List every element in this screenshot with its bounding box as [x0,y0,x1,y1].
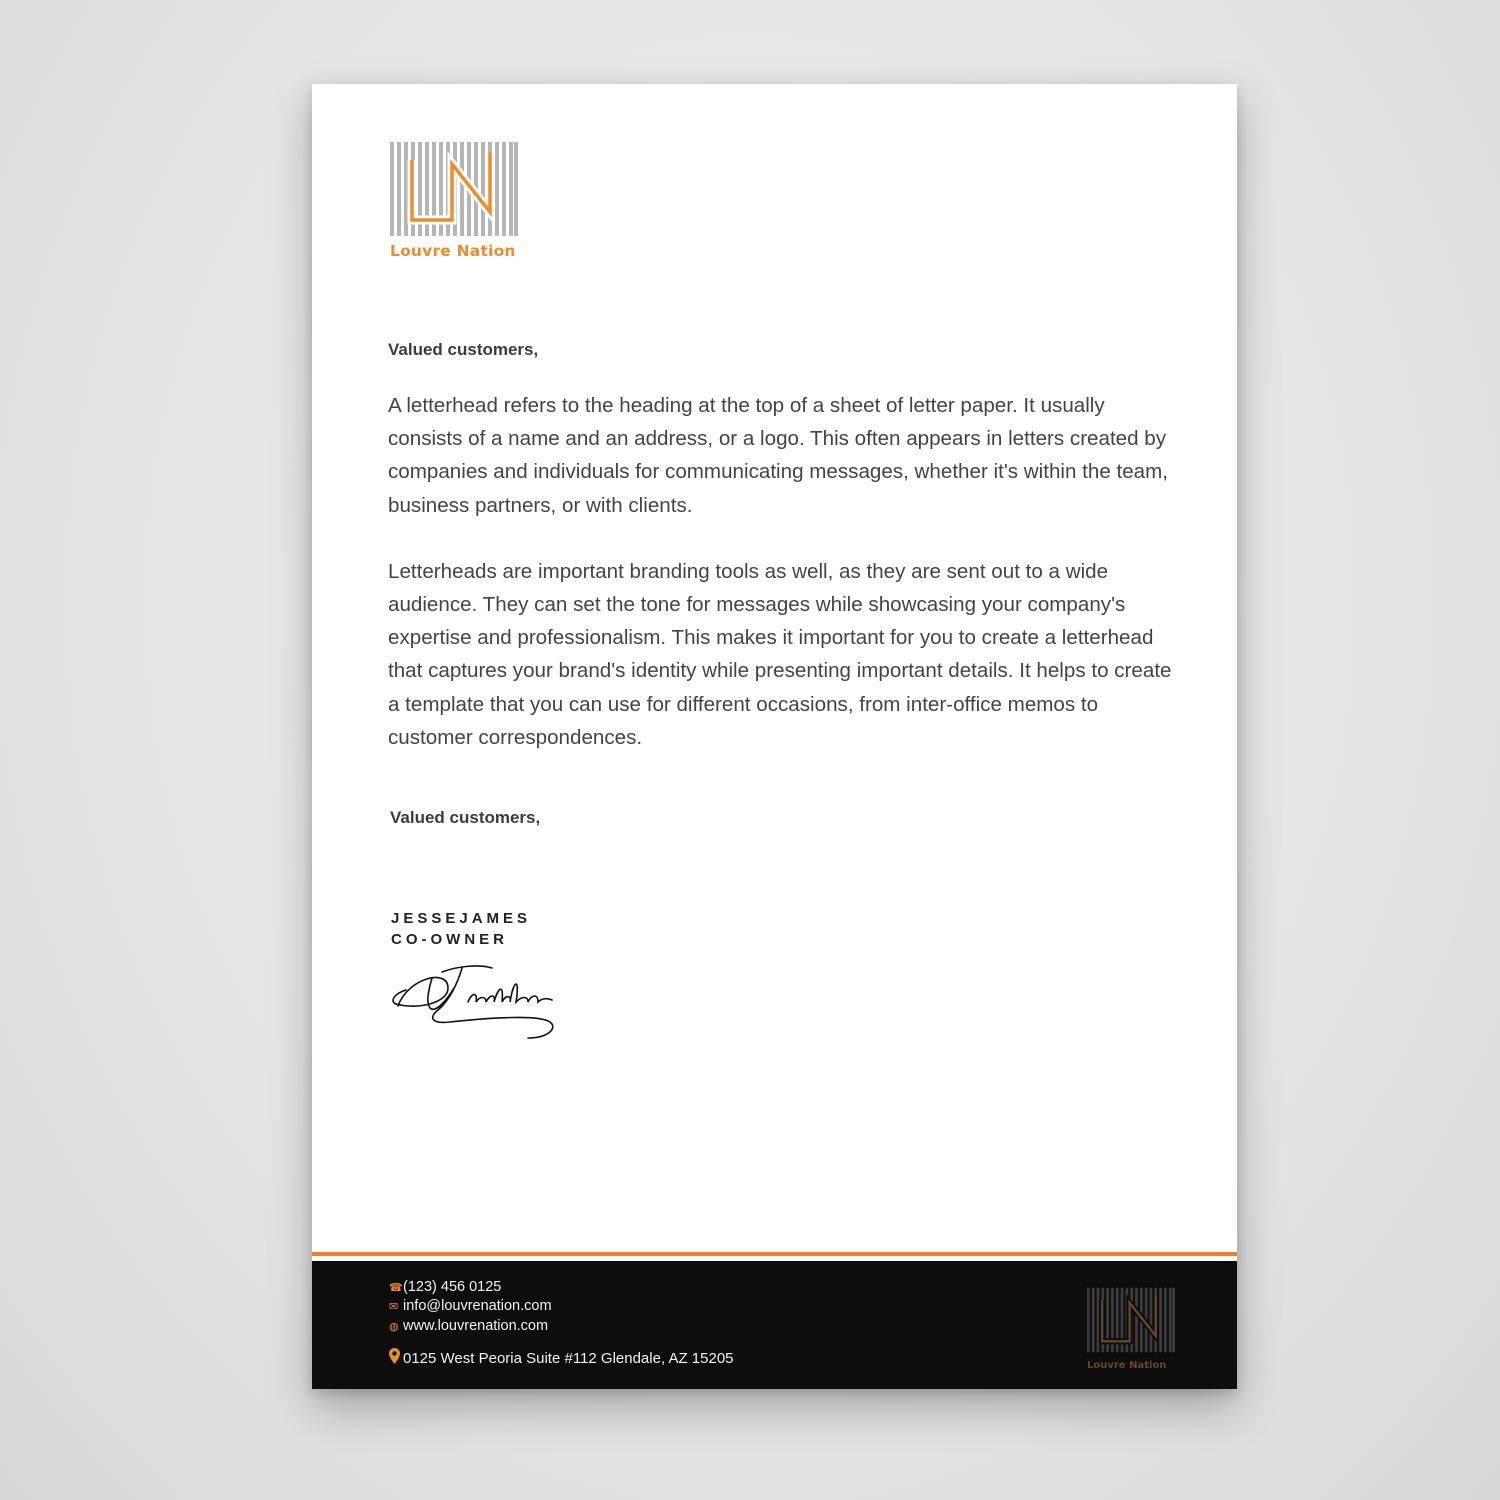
map-pin-icon [389,1348,403,1368]
signer-title: CO-OWNER [391,931,508,948]
website-text: www.louvrenation.com [403,1318,549,1334]
body-paragraph: Letterheads are important branding tools as well, as they are sent out to a wide audience. They can set the tone for messages while showcasing your company's expertise and professionalism. This makes it important for you to create a letterhead that captures your brand's identity while presenting important details. It helps to create a template that you can use for different occasions, from inter-office memos to customer correspondences. [388,559,1172,749]
brand-logo [390,142,522,260]
email-text: info@louvrenation.com [403,1298,552,1314]
globe-icon: ◍ [389,1320,399,1333]
footer-logo [1087,1287,1175,1371]
signature-image [388,958,568,1048]
letter-greeting: Valued customers, [388,340,539,359]
footer-website [389,1318,548,1334]
footer-address [389,1348,734,1368]
signer-name: JESSEJAMES [391,910,532,927]
footer-logo-name: Louvre Nation [1087,1360,1167,1371]
footer-logo-mark-icon [1087,1287,1175,1353]
footer-phone [389,1279,501,1295]
logo-mark-icon [390,142,518,236]
letter-body [388,389,1178,787]
letterhead-page [312,84,1237,1389]
signer-block [391,908,531,950]
phone-text: (123) 456 0125 [403,1279,502,1295]
footer-email [389,1298,552,1314]
address-text: 0125 West Peoria Suite #112 Glendale, AZ 15205 [403,1349,734,1367]
letter-closing: Valued customers, [390,808,541,827]
footer-accent-line [312,1252,1237,1256]
brand-name: Louvre Nation [390,242,516,260]
phone-icon: ☎ [389,1281,403,1294]
body-paragraph: A letterhead refers to the heading at the top of a sheet of letter paper. It usually consists of a name and an address, or a logo. This often appears in letters created by companies and individuals for communicating messages, whether it's within the team, business partners, or with clients. [388,394,1169,517]
envelope-icon: ✉ [389,1300,399,1313]
